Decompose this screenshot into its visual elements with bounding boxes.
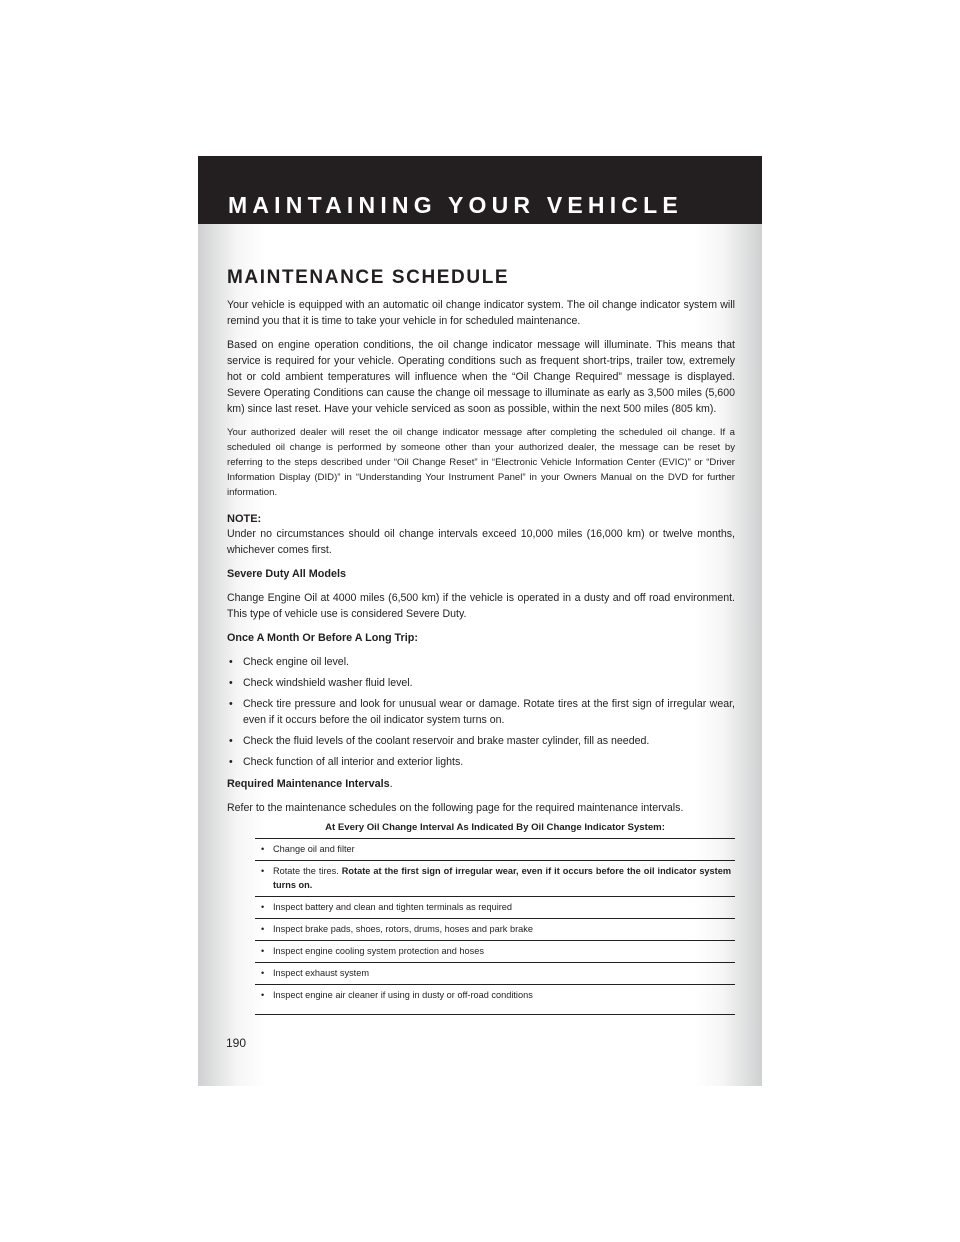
list-item-text: Check function of all interior and exterior lights. bbox=[243, 755, 464, 768]
required-intervals-heading bbox=[227, 776, 735, 792]
page-number: 190 bbox=[226, 1036, 247, 1050]
bullet-icon: • bbox=[261, 843, 265, 854]
bullet-icon: • bbox=[261, 901, 265, 912]
table-row bbox=[255, 860, 735, 896]
list-item-text: Check the fluid levels of the coolant reservoir and brake master cylinder, fill as needed. bbox=[243, 734, 650, 747]
table-cell bbox=[255, 984, 735, 1014]
section-title: MAINTENANCE SCHEDULE bbox=[227, 267, 510, 288]
table-row bbox=[255, 838, 735, 860]
bullet-icon: • bbox=[229, 734, 233, 747]
list-item bbox=[227, 733, 735, 749]
bullet-icon: • bbox=[261, 989, 265, 1000]
manual-page bbox=[198, 156, 762, 1086]
table-cell bbox=[255, 918, 735, 940]
chapter-header-band bbox=[198, 156, 762, 224]
table-cell-text: Inspect exhaust system bbox=[273, 967, 370, 978]
list-item bbox=[227, 675, 735, 691]
note-text: Under no circumstances should oil change intervals exceed 10,000 miles (16,000 km) or twelve months, whichever comes first. bbox=[227, 527, 735, 556]
list-item-text: Check windshield washer fluid level. bbox=[243, 676, 413, 689]
note-label: NOTE: bbox=[227, 512, 262, 525]
bullet-icon: • bbox=[261, 923, 265, 934]
conditions-paragraph: Based on engine operation conditions, the oil change indicator message will illuminate. This means that service is required for your vehicle. Operating conditions such as frequent short-trips, trailer tow, extremely hot or cold ambient temperatures will influence when the “Oil Change Required” message is displayed. Severe Operating Conditions can cause the change oil message to illuminate as early as 3,500 miles (5,600 km) since last reset. Have your vehicle serviced as soon as possible, within the next 500 miles (805 km). bbox=[227, 338, 735, 415]
list-item-text: Check tire pressure and look for unusual wear or damage. Rotate tires at the first sign of irregular wear, even if it occurs before the oil indicator system turns on. bbox=[243, 697, 735, 726]
table-row bbox=[255, 984, 735, 1014]
list-item-text: Check engine oil level. bbox=[243, 655, 349, 668]
table-row bbox=[255, 918, 735, 940]
table-cell bbox=[255, 940, 735, 962]
table-row bbox=[255, 962, 735, 984]
table-cell-text: Inspect engine cooling system protection and hoses bbox=[273, 945, 484, 956]
table-cell-text: Inspect brake pads, shoes, rotors, drums, hoses and park brake bbox=[273, 923, 533, 934]
table-header: At Every Oil Change Interval As Indicated By Oil Change Indicator System: bbox=[255, 820, 735, 839]
intro-paragraph: Your vehicle is equipped with an automatic oil change indicator system. The oil change indicator system will remind you that it is time to take your vehicle in for scheduled maintenance. bbox=[227, 298, 735, 327]
table-cell-bold-text: Rotate at the first sign of irregular wear, even if it occurs before the oil indicator system turns on. bbox=[273, 865, 731, 890]
chapter-title: MAINTAINING YOUR VEHICLE bbox=[228, 192, 683, 218]
table-row bbox=[255, 896, 735, 918]
required-intervals-text: Refer to the maintenance schedules on the following page for the required maintenance intervals. bbox=[227, 801, 684, 814]
table-cell-text: Change oil and filter bbox=[273, 843, 355, 854]
table-header-row bbox=[255, 820, 735, 839]
table-cell bbox=[255, 838, 735, 860]
severe-duty-text: Change Engine Oil at 4000 miles (6,500 km) if the vehicle is operated in a dusty and off road environment. This type of vehicle use is considered Severe Duty. bbox=[227, 591, 735, 620]
required-intervals-label: Required Maintenance Intervals bbox=[227, 777, 390, 790]
bullet-icon: • bbox=[261, 967, 265, 978]
severe-duty-heading: Severe Duty All Models bbox=[227, 567, 347, 580]
list-item bbox=[227, 754, 735, 770]
monthly-check-list bbox=[227, 654, 735, 770]
table-cell bbox=[255, 962, 735, 984]
bullet-icon: • bbox=[229, 655, 233, 668]
table-cell bbox=[255, 860, 735, 896]
bullet-icon: • bbox=[229, 697, 233, 710]
table-cell bbox=[255, 896, 735, 918]
table-cell-text: Inspect battery and clean and tighten terminals as required bbox=[273, 901, 513, 912]
required-intervals-period: . bbox=[389, 777, 393, 790]
list-item bbox=[227, 654, 735, 670]
monthly-check-heading: Once A Month Or Before A Long Trip: bbox=[227, 631, 418, 644]
bullet-icon: • bbox=[261, 865, 265, 876]
bullet-icon: • bbox=[229, 755, 233, 768]
list-item bbox=[227, 696, 735, 728]
bullet-icon: • bbox=[229, 676, 233, 689]
table-cell-text: Inspect engine air cleaner if using in dusty or off-road conditions bbox=[273, 989, 533, 1000]
table-row bbox=[255, 940, 735, 962]
bullet-icon: • bbox=[261, 945, 265, 956]
table-cell-text: Rotate the tires. bbox=[273, 865, 342, 876]
dealer-reset-paragraph: Your authorized dealer will reset the oil change indicator message after completing the scheduled oil change. If a scheduled oil change is performed by someone other than your authorized dealer, the message can be reset by referring to the steps described under “Oil Change Reset” in “Electronic Vehicle Information Center (EVIC)” or “Driver Information Display (DID)” in “Understanding Your Instrument Panel” in your Owners Manual on the DVD for further information. bbox=[227, 426, 735, 498]
page-content bbox=[227, 268, 735, 1015]
maintenance-schedule-table bbox=[255, 820, 735, 1015]
